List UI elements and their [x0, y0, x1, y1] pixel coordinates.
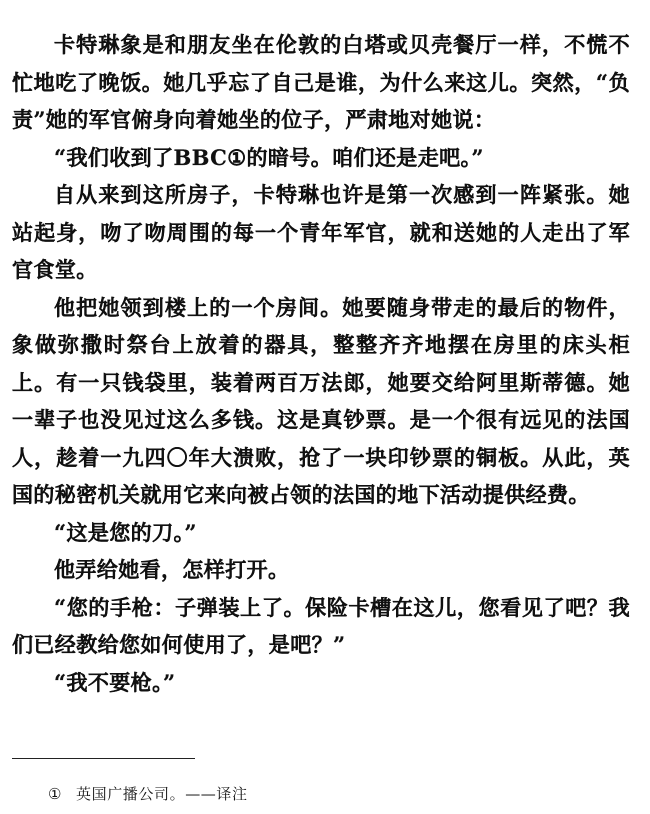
- footnote: [48, 784, 248, 804]
- paragraph-5: “这是您的刀。”: [54, 519, 197, 545]
- footnote-divider: [12, 758, 195, 759]
- footnote-marker: ①: [48, 785, 63, 803]
- footnote-text: 英国广播公司。——译注: [76, 785, 248, 803]
- paragraph-2: “我们收到了BBC①的暗号。咱们还是走吧。”: [54, 144, 484, 170]
- paragraph-3: 自从来到这所房子，卡特琳也许是第一次感到一阵紧张。她站起身，吻了吻周围的每一个青年军官，就和送她的人走出了军官食堂。: [12, 182, 630, 282]
- paragraph-4: 他把她领到楼上的一个房间。她要随身带走的最后的物件，象做弥撒时祭台上放着的器具，整整齐齐地摆在房里的床头柜上。有一只钱袋里，装着两百万法郎，她要交给阿里斯蒂德。她一辈子也没见过这么多钱。这是真钞票。是一个很有远见的法国人，趁着一九四〇年大溃败，抢了一块印钞票的铜板。从此，英国的秘密机关就用它来向被占领的法国的地下活动提供经费。: [12, 294, 630, 507]
- paragraph-7: “您的手枪：子弹装上了。保险卡槽在这儿，您看见了吧？我们已经教给您如何使用了，是吧？”: [12, 594, 630, 657]
- paragraph-1: 卡特琳象是和朋友坐在伦敦的白塔或贝壳餐厅一样，不慌不忙地吃了晚饭。她几乎忘了自己是谁，为什么来这儿。突然，“负责”她的军官俯身向着她坐的位子，严肃地对她说：: [12, 32, 630, 132]
- main-text: [12, 26, 630, 701]
- paragraph-8: “我不要枪。”: [54, 669, 176, 695]
- paragraph-6: 他弄给她看，怎样打开。: [54, 557, 290, 582]
